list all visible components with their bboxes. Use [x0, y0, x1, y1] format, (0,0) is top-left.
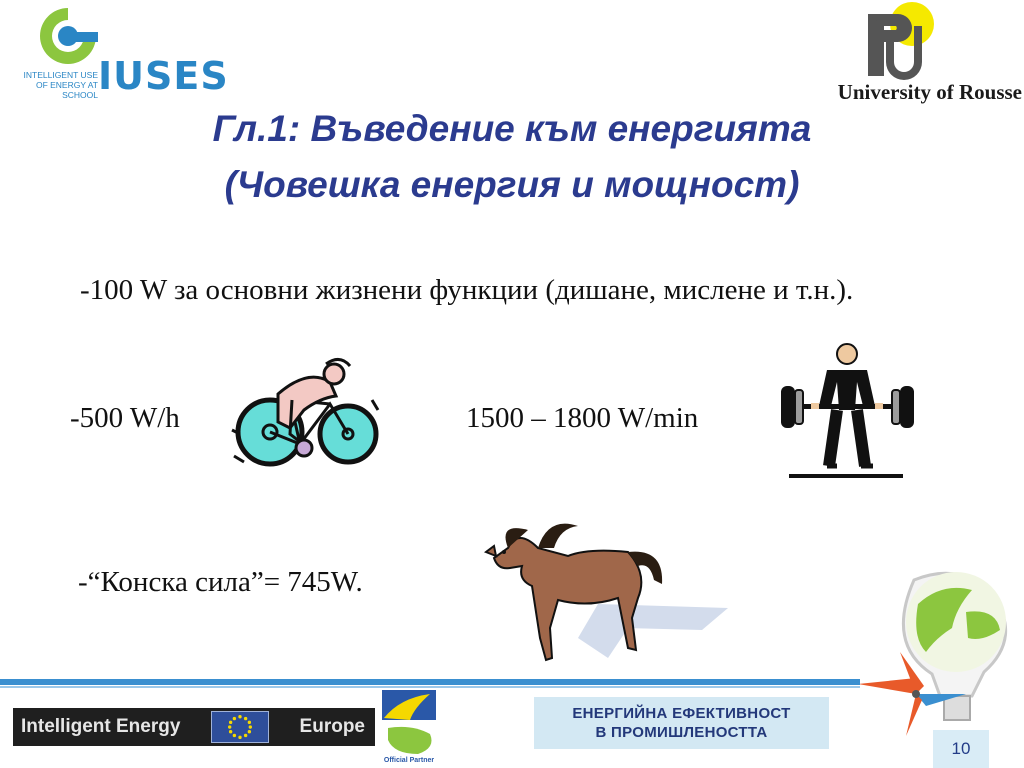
weightlifter-icon	[775, 340, 920, 482]
badge-line-2: В ПРОМИШЛЕНОСТТА	[595, 724, 768, 741]
official-partner-text: Official Partner	[383, 757, 435, 764]
weightlifting-power-text: 1500 – 1800 W/min	[466, 402, 699, 434]
basic-functions-text: -100 W за основни жизнени функции (дишане, мислене и т.н.).	[80, 274, 854, 306]
cyclist-icon	[230, 352, 382, 470]
iuses-wordmark: IUSES	[98, 54, 229, 98]
official-partner-logo	[374, 688, 444, 768]
slide-title: Гл.1: Въведение към енергията	[212, 108, 812, 149]
university-name: University of Rousse	[837, 80, 1022, 104]
intelligent-energy-europe-logo	[13, 708, 375, 746]
university-logo-icon	[860, 0, 940, 82]
europe-text: Europe	[299, 716, 365, 737]
page-number: 10	[933, 730, 989, 768]
horsepower-text: -“Конска сила”= 745W.	[78, 566, 363, 598]
badge-line-1: ЕНЕРГИЙНА ЕФЕКТИВНОСТ	[572, 705, 791, 722]
horse-icon	[478, 508, 738, 668]
earth-bulb-windmill-icon	[856, 560, 1024, 738]
intelligent-energy-text: Intelligent Energy	[21, 716, 181, 737]
energy-efficiency-badge	[534, 697, 829, 749]
iuses-subtitle: INTELLIGENT USE OF ENERGY AT SCHOOL	[23, 70, 98, 100]
slide-subtitle: (Човешка енергия и мощност)	[224, 164, 800, 205]
eu-flag-icon	[211, 711, 269, 743]
cycling-power-text: -500 W/h	[70, 402, 180, 434]
iuses-logo	[0, 0, 230, 100]
official-partner-icon	[374, 688, 444, 756]
footer-line	[0, 679, 860, 685]
iuses-swirl-icon	[34, 4, 102, 68]
